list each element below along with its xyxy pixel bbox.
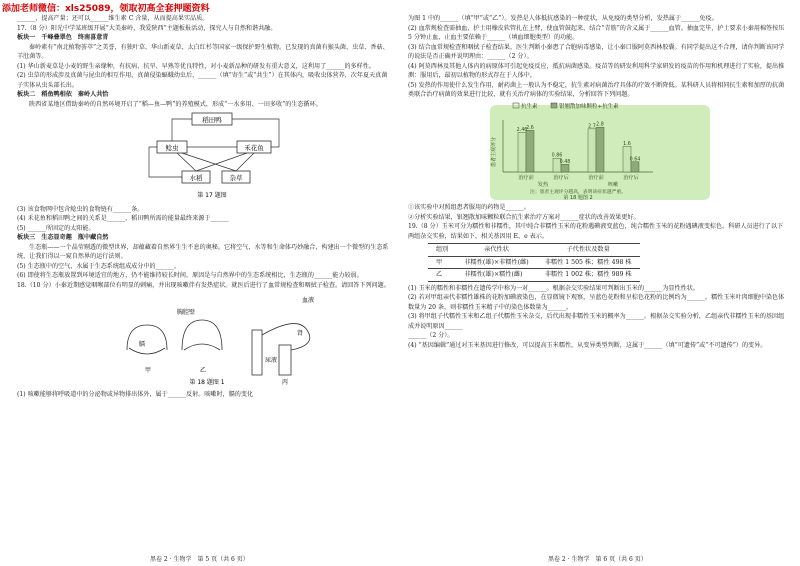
text-paragraph: (2) 虫草的形成涉及真菌与昆虫的相互作用，真菌侵染蝠蛾幼虫后，______（填“寄生”或“共生”）在其体内，吸收虫体营养，次年夏天真菌子实体从虫头部长出。 — [17, 72, 388, 89]
text-paragraph: 为图 1 中的______（填“甲”或“乙”）。发热是人体抵抗感染的一种症状，从免疫的类型分析，发热属于______免疫。 — [408, 15, 718, 22]
section-heading: 板块一 千峰叠翠色 终南喜意青 — [17, 34, 109, 41]
node-insect: 鲶虫 — [165, 144, 179, 152]
table-row — [428, 269, 640, 282]
x-tick-label: 治疗后 — [623, 174, 639, 181]
food-web-diagram — [17, 109, 392, 201]
table-cell: 非糯性(雄)×糯性(雌) — [456, 269, 536, 282]
y-axis-label: 患者主观评分 — [491, 136, 497, 167]
text-line: (3) 该食物网中包含鲶虫的食物链有______条。 — [17, 205, 144, 213]
label-chest-wall: 胸腔壁 — [177, 309, 196, 316]
question-19-heading: 19.（8 分）玉米可分为糯性和非糯性，其中纯合非糯性玉米的花粉遇碘液变蓝色，纯合糯性玉米的花粉遇碘液变棕色。科研人员进行了以下两组杂交实验，结果如下，相关基因用 E、e 表示。 — [408, 223, 784, 240]
text-paragraph: (4) 阿莫西林及其他人体内的病原体可引起免疫反应，抵抗病菌感染。疫苗等的研发利用科学家研发的疫苗的作用和机理进行了实验，提出推测：服用后，最初以植物的形式存在于人体中， — [408, 62, 785, 79]
x-tick-label: 治疗前 — [588, 174, 604, 181]
text-paragraph: (2) 血常规检查需抽血，护士用橡皮软管扎在上臂，使血管鼓起来，结合“青筋”的含义属于______血管。抽血完毕，护士要求小秦用棉签按压 5 分钟止血，止血主要依赖于______（填血细胞类型）的功能。 — [408, 24, 785, 41]
question-17-heading: 17.（8 分）阳光中学某班级开展“大美秦岭，我爱陕西”主题板报活动，探究人与自然和谐共融。 — [17, 24, 277, 32]
text-line: (1) 咳嗽能够将呼吸道中的分泌物或异物排出体外，属于______反射。咳嗽时，膈的变化 — [17, 390, 254, 398]
page-footer: 黑卷 2 · 生物学 第 5 页（共 6 页） — [150, 556, 249, 563]
x-tick-label: 治疗后 — [553, 174, 569, 181]
text-paragraph: (3) 将甲组子代糯性玉米和乙组子代糯性玉米杂交，后代出现非糯性玉米的概率为______。根据杂交实验分析，乙组亲代非糯性玉米的基因组成并说明原因______ — [408, 313, 785, 330]
data-label: 2.6 — [526, 125, 534, 131]
text-line: (5) ______所固定的太阳能。 — [17, 224, 95, 232]
text-paragraph: (6) 即使将生态瓶放置到环境适宜的地方，仍不能维持较长时间，原因是与自然界中的生态系统相比，生态瓶的______能力较弱。 — [17, 272, 363, 279]
node-weed: 杂草 — [229, 174, 243, 182]
data-label: 0.64 — [629, 156, 641, 162]
cross-results-table — [428, 243, 640, 282]
figure-caption: 第 17 题图 — [197, 192, 227, 199]
text-paragraph: (1) 玉米的糯性和非糯性在遗传学中称为一对______。根据杂交实验结果可判断出玉米的______为显性性状。 — [408, 284, 699, 292]
text-line: ______，提高产量；还可以______维生素 C 含量，从而提高果实品质。 — [17, 15, 209, 22]
data-label: 2.7 — [588, 123, 596, 129]
table-header: 组别 — [428, 244, 456, 257]
x-tick-label: 治疗前 — [518, 174, 534, 181]
table-cell: 甲 — [428, 256, 456, 269]
label-bing: 丙 — [282, 379, 289, 386]
text-paragraph: (1) 华山新麦草是小麦的野生亲缘种，有抗病、抗旱、早熟等优良特性，对小麦新品种的研发有重大意义，这利用了______的多样性。 — [17, 62, 375, 70]
text-paragraph: (2) 若对甲组亲代非糯性雄株的花粉加碘液染色，在显微镜下观察，呈蓝色花粉和呈棕色花粉的比例约为______。糯性玉米叶肉细胞中染色体数量为 20 条，则非糯性玉米精子中的染色体数量为______。 — [408, 294, 785, 311]
label-yi: 乙 — [200, 367, 207, 374]
group-label: 发热 — [537, 181, 549, 188]
figure-caption: 第 18 题图 1 — [189, 379, 225, 386]
human-body-figure — [17, 290, 392, 386]
section-heading: 板块三 生态显奇趣 瓶中藏自然 — [17, 234, 109, 241]
figure-caption: 第 18 题图 2 — [563, 194, 593, 200]
label-urine: 尿液 — [265, 357, 278, 364]
text-line: ______（2 分）。 — [408, 332, 454, 339]
table-header: 亲代性状 — [456, 244, 536, 257]
data-label: 1.6 — [623, 141, 631, 147]
text-paragraph: 秦岭素有“南北植物荟萃”之美誉，有独叶草、华山新麦草、太白红杉等国家一级保护野生植物。已发现的真菌有猴头菌、虫草、香菇、羊肚菌等。 — [17, 43, 389, 60]
legend-label-a: 抗生素 — [521, 103, 538, 110]
table-cell: 非糯性 1 002 株；糯性 989 株 — [537, 269, 640, 282]
page-5-column — [17, 14, 392, 399]
text-line: (4) 禾花鱼和稻田鸭之间的关系是______，稻田鸭所需的能量最终来源于______ — [17, 215, 229, 222]
text-paragraph: (4) “基因编辑”通过对玉米基因进行修改，可以提高玉米糯性，从变异类型判断，这属于______（填“可遗传”或“不可遗传”）的变异。 — [408, 341, 767, 349]
data-label: 2.46 — [516, 127, 528, 133]
text-line: (5) 生态瓶中的空气、水属于生态系统组成成分中的______。 — [17, 262, 180, 270]
legend-label-b: 银翘散加味颗粒+抗生素 — [559, 103, 619, 110]
table-cell: 非糯性 1 505 株；糯性 498 株 — [537, 256, 640, 269]
green-stamp-overlay — [490, 105, 710, 200]
text-line: ②分析实验结果，银翘散加味颗粒联合抗生素治疗方案对______症状的改善效果更好。 — [408, 213, 640, 221]
data-label: 0.48 — [559, 159, 571, 165]
node-fish: 禾花鱼 — [244, 144, 264, 152]
group-label: 咳嗽 — [607, 181, 619, 188]
table-cell: 乙 — [428, 269, 456, 282]
data-label: 0.86 — [551, 153, 563, 159]
question-18-heading: 18.（10 分）小秦近期感觉咽喉部位有明显的刺痛，并出现咳嗽伴有发热症状。就医后进行了血常规检查和咽拭子检查。请回答下列问题。 — [17, 281, 390, 289]
text-paragraph: 陕西省某地区借助秦岭的自然环境开启了“稻—鱼—鸭”的养殖模式，形成“一水多用、一田多收”的生态循环。 — [29, 100, 322, 108]
text-paragraph: (5) 发热的作用使什么发生作用，耐药菌上一般认为不稳定，抗生素对病菌治疗具体的疗效不断降低。某科研人员将相同抗生素和加厚的抗菌类联合治疗病菌的效果进行比较，就有关治疗病体的实验结果，分析回答下列问题。 — [408, 81, 785, 98]
node-rice: 水稻 — [189, 174, 203, 182]
label-diaphragm: 膈 — [139, 341, 146, 348]
text-paragraph: 生态瓶——一个晶莹剔透的微型世界，却蕴藏着自然界生生不息的奥秘。它将空气、水等和生命体巧妙融合，构建出一个微型的生态系统，让我们得以一窥自然界的运行法则。 — [17, 243, 389, 260]
label-blood: 血液 — [302, 297, 315, 304]
text-paragraph: (3) 结合血常规检查和咽拭子检查结果，医生判断小秦患了合胞病毒感染，让小秦口服阿莫西林胶囊。有同学提出这不合理，请你判断该同学的说法是否正确并说明理由：______（2 分）。 — [408, 43, 785, 60]
section-heading: 板块二 稻鱼鸭相依 秦岭人共恰 — [17, 91, 109, 98]
table-cell: 非糯性(雄)×非糯性(雌) — [456, 256, 536, 269]
page-footer: 黑卷 2 · 生物学 第 6 页（共 6 页） — [548, 556, 647, 563]
table-row — [428, 256, 640, 269]
text-line: ①该实验中对照组患者服用的药物是______。 — [408, 204, 530, 211]
promo-watermark: 添加老师微信：xls25089，领取初高全套押题资料 — [2, 4, 210, 14]
node-duck: 稻田鸭 — [202, 116, 222, 124]
chart-note: 注：患者主观评分越高，表明该症状越严重。 — [530, 189, 626, 195]
data-label: 2.8 — [596, 122, 604, 128]
label-kidney: 肾 — [297, 330, 304, 337]
table-header: 子代性状及数量 — [537, 244, 640, 257]
label-jia: 甲 — [145, 367, 152, 374]
